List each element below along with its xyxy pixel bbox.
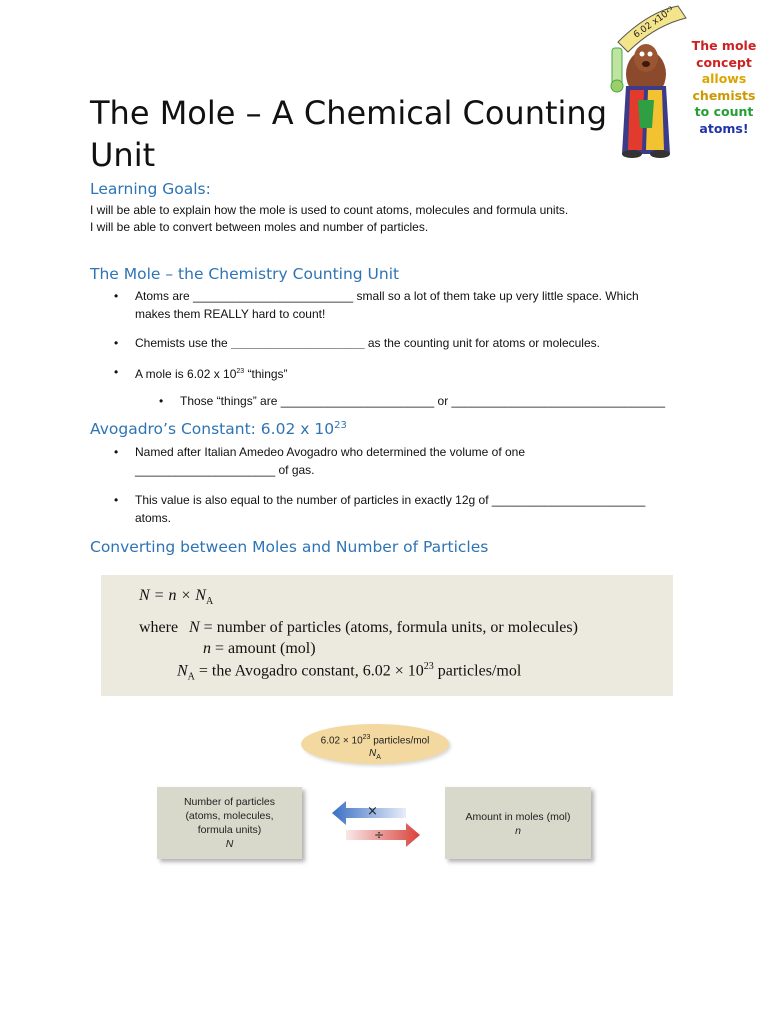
bullet-text: This value is also equal to the number of particles in exactly 12g of _______________________ [135, 493, 646, 507]
definition-NA [177, 661, 521, 683]
oval-text: 6.02 × 10 [320, 735, 363, 747]
blank-line: ____________________ [231, 336, 365, 350]
box-text: formula units) [197, 824, 262, 836]
definition-n [203, 640, 316, 658]
mole-section-heading: The Mole – the Chemistry Counting Unit [90, 265, 400, 283]
mascot-caption-line: chemists [692, 87, 756, 103]
bullet-text: _____________________ of gas. [135, 463, 315, 477]
def-var: n [203, 640, 211, 657]
bullet-text: as the counting unit for atoms or molecules. [364, 336, 600, 350]
mascot-caption [680, 38, 768, 137]
def-text: particles/mol [433, 662, 522, 680]
bullet-text: “things” [244, 367, 288, 381]
equation-box [101, 575, 673, 696]
converting-heading: Converting between Moles and Number of Particles [90, 538, 489, 556]
bullet-dot: • [114, 365, 119, 379]
number-of-particles-box [157, 787, 302, 859]
oval-sub: A [376, 754, 381, 762]
mascot-badge-text: 6.02 x10²³ [631, 5, 677, 41]
avogadro-heading [90, 420, 347, 438]
box-text: Number of particles [183, 796, 276, 808]
bullet-text: makes them REALLY hard to count! [135, 307, 326, 321]
box-text: Amount in moles (mol) [465, 811, 571, 823]
oval-text: particles/mol [370, 735, 430, 747]
mascot-caption-line: allows [701, 71, 747, 86]
avogadro-heading-text: Avogadro’s Constant: 6.02 x 10 [90, 420, 335, 439]
bullet-text: Those “things” are _______________________ or ________________________________ [180, 394, 666, 408]
exponent: 23 [423, 661, 434, 672]
mascot-caption-line: atoms! [699, 120, 749, 136]
box-var: n [515, 825, 521, 837]
bullet-dot: • [114, 336, 119, 350]
bullet-text: Atoms are ________________________ small so a lot of them take up very little space. Which [135, 289, 639, 303]
mascot-caption-line: concept [696, 54, 752, 70]
box-text: (atoms, molecules, [185, 810, 274, 822]
main-formula [139, 587, 213, 607]
bullet-text: Chemists use the [135, 336, 232, 350]
def-text: = number of particles (atoms, formula units, or molecules) [199, 619, 578, 636]
def-var: N [177, 662, 188, 680]
bullet-text: A mole is 6.02 x 10 [135, 367, 237, 381]
multiply-symbol: × [367, 804, 378, 819]
def-text: = the Avogadro constant, 6.02 × 10 [194, 662, 424, 680]
exponent: 23 [236, 368, 245, 375]
bullet-dot: • [114, 493, 119, 507]
learning-goal-1: I will be able to explain how the mole is used to count atoms, molecules and formula units. [90, 203, 569, 217]
page-title: The Mole – A Chemical Counting Unit [90, 94, 608, 174]
formula-var: N [139, 587, 150, 604]
mascot-caption-line: to count [694, 104, 754, 119]
def-text: = amount (mol) [211, 640, 316, 657]
exponent: 23 [362, 734, 371, 741]
box-var: N [225, 838, 234, 850]
mascot-caption-line: The mole [691, 38, 757, 53]
definition-N [189, 619, 578, 637]
where-label: where [139, 619, 179, 636]
bullet-dot: • [114, 289, 119, 303]
oval-var: N [369, 748, 377, 760]
exponent: 23 [334, 420, 347, 431]
bullet-text: atoms. [135, 511, 172, 525]
def-var: N [189, 619, 200, 636]
divide-symbol: ÷ [374, 828, 385, 842]
bullet-dot: • [159, 394, 164, 408]
conversion-arrows [330, 796, 422, 852]
formula-rest: = n × N [149, 587, 206, 604]
learning-goal-2: I will be able to convert between moles and number of particles. [90, 220, 429, 234]
bullet-dot: • [114, 445, 119, 459]
formula-sub: A [205, 596, 214, 608]
bullet-text: Named after Italian Amedeo Avogadro who determined the volume of one [135, 445, 526, 459]
def-sub: A [187, 671, 195, 683]
amount-in-moles-box [445, 787, 591, 859]
avogadro-constant-oval [301, 724, 449, 764]
learning-goals-heading: Learning Goals: [90, 180, 211, 198]
